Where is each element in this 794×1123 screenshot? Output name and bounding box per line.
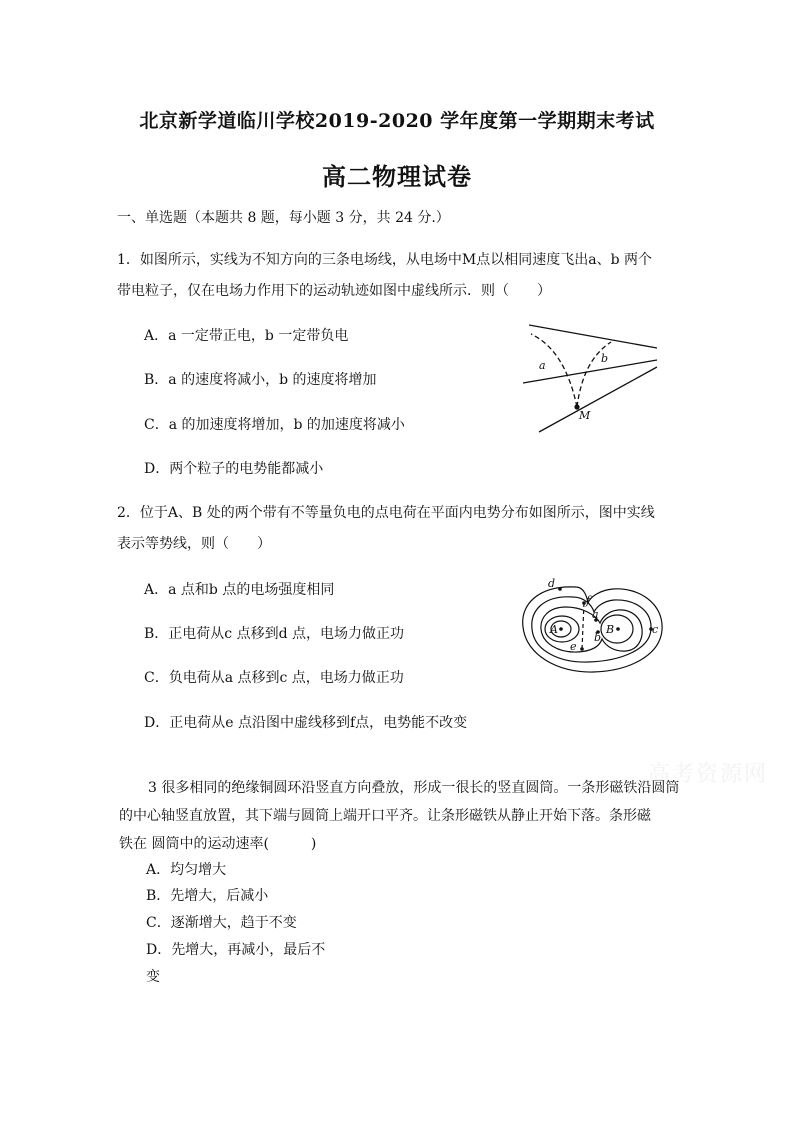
q2-option-d: D．正电荷从e 点沿图中虚线移到f点，电势能不改变 [144,715,468,731]
field-line-top [529,325,657,348]
q1-stem-line1: 1．如图所示，实线为不知方向的三条电场线，从电场中M点以相同速度飞出a、b 两个 [117,252,652,268]
section-heading: 一、单选题（本题共 8 题，每小题 3 分，共 24 分.） [117,210,450,226]
q1-option-b: B．a 的速度将减小，b 的速度将增加 [144,372,377,388]
point-d [558,587,562,591]
q3-option-d-continuation: 变 [146,969,160,985]
q1-stem-line2: 带电粒子，仅在电场力作用下的运动轨迹如图中虚线所示．则（ ） [117,283,551,299]
label-f: f [586,594,591,607]
q3-option-b: B．先增大，后减小 [146,888,269,904]
watermark: 高考资源网 [648,762,769,787]
label-a: a [539,359,546,372]
label-c: c [652,623,659,636]
point-e [580,647,584,651]
q1-figure [515,320,665,440]
q3-stem-line3: 铁在 圆筒中的运动速率( ) [119,836,317,852]
q2-stem-line2: 表示等势线，则（ ） [117,536,271,552]
exam-title: 高二物理试卷 [322,162,472,191]
q2-figure [518,575,668,680]
label-charge-a: A [550,623,558,636]
q1-option-c: C．a 的加速度将增加，b 的加速度将减小 [144,417,405,433]
trajectory-a [531,334,577,407]
equipotential-outer-3 [523,587,662,672]
q3-option-a: A．均匀增大 [146,862,227,878]
label-b: b [594,631,602,644]
q3-stem-line2: 的中心轴竖直放置，其下端与圆筒上端开口平齐。让条形磁铁从静止开始下落。条形磁 [119,808,651,824]
label-m: M [579,409,591,422]
q2-option-b: B．正电荷从c 点移到d 点，电场力做正功 [144,626,404,642]
q2-stem-line1: 2．位于A、B 处的两个带有不等量负电的点电荷在平面内电势分布如图所示，图中实线 [117,505,655,521]
q1-option-a: A．a 一定带正电，b 一定带负电 [144,328,349,344]
q1-option-d: D．两个粒子的电势能都减小 [144,461,324,477]
label-e: e [570,640,577,653]
charge-b-point [616,627,620,631]
school-title: 北京新学道临川学校2019-2020 学年度第一学期期末考试 [139,110,655,132]
label-d: d [548,577,556,590]
q2-option-c: C．负电荷从a 点移到c 点，电场力做正功 [144,670,404,686]
q3-option-d: D．先增大，再减小，最后不 [146,942,326,958]
label-a: a [592,608,599,621]
label-b: b [601,352,609,365]
q3-stem-line1: 3 很多相同的绝缘铜圆环沿竖直方向叠放，形成一很长的竖直圆筒。一条形磁铁沿圆筒 [148,780,680,796]
q2-option-a: A．a 点和b 点的电场强度相同 [144,582,335,598]
label-charge-b: B [606,623,615,636]
q3-option-c: C．逐渐增大，趋于不变 [146,915,297,931]
charge-a-point [559,627,563,631]
